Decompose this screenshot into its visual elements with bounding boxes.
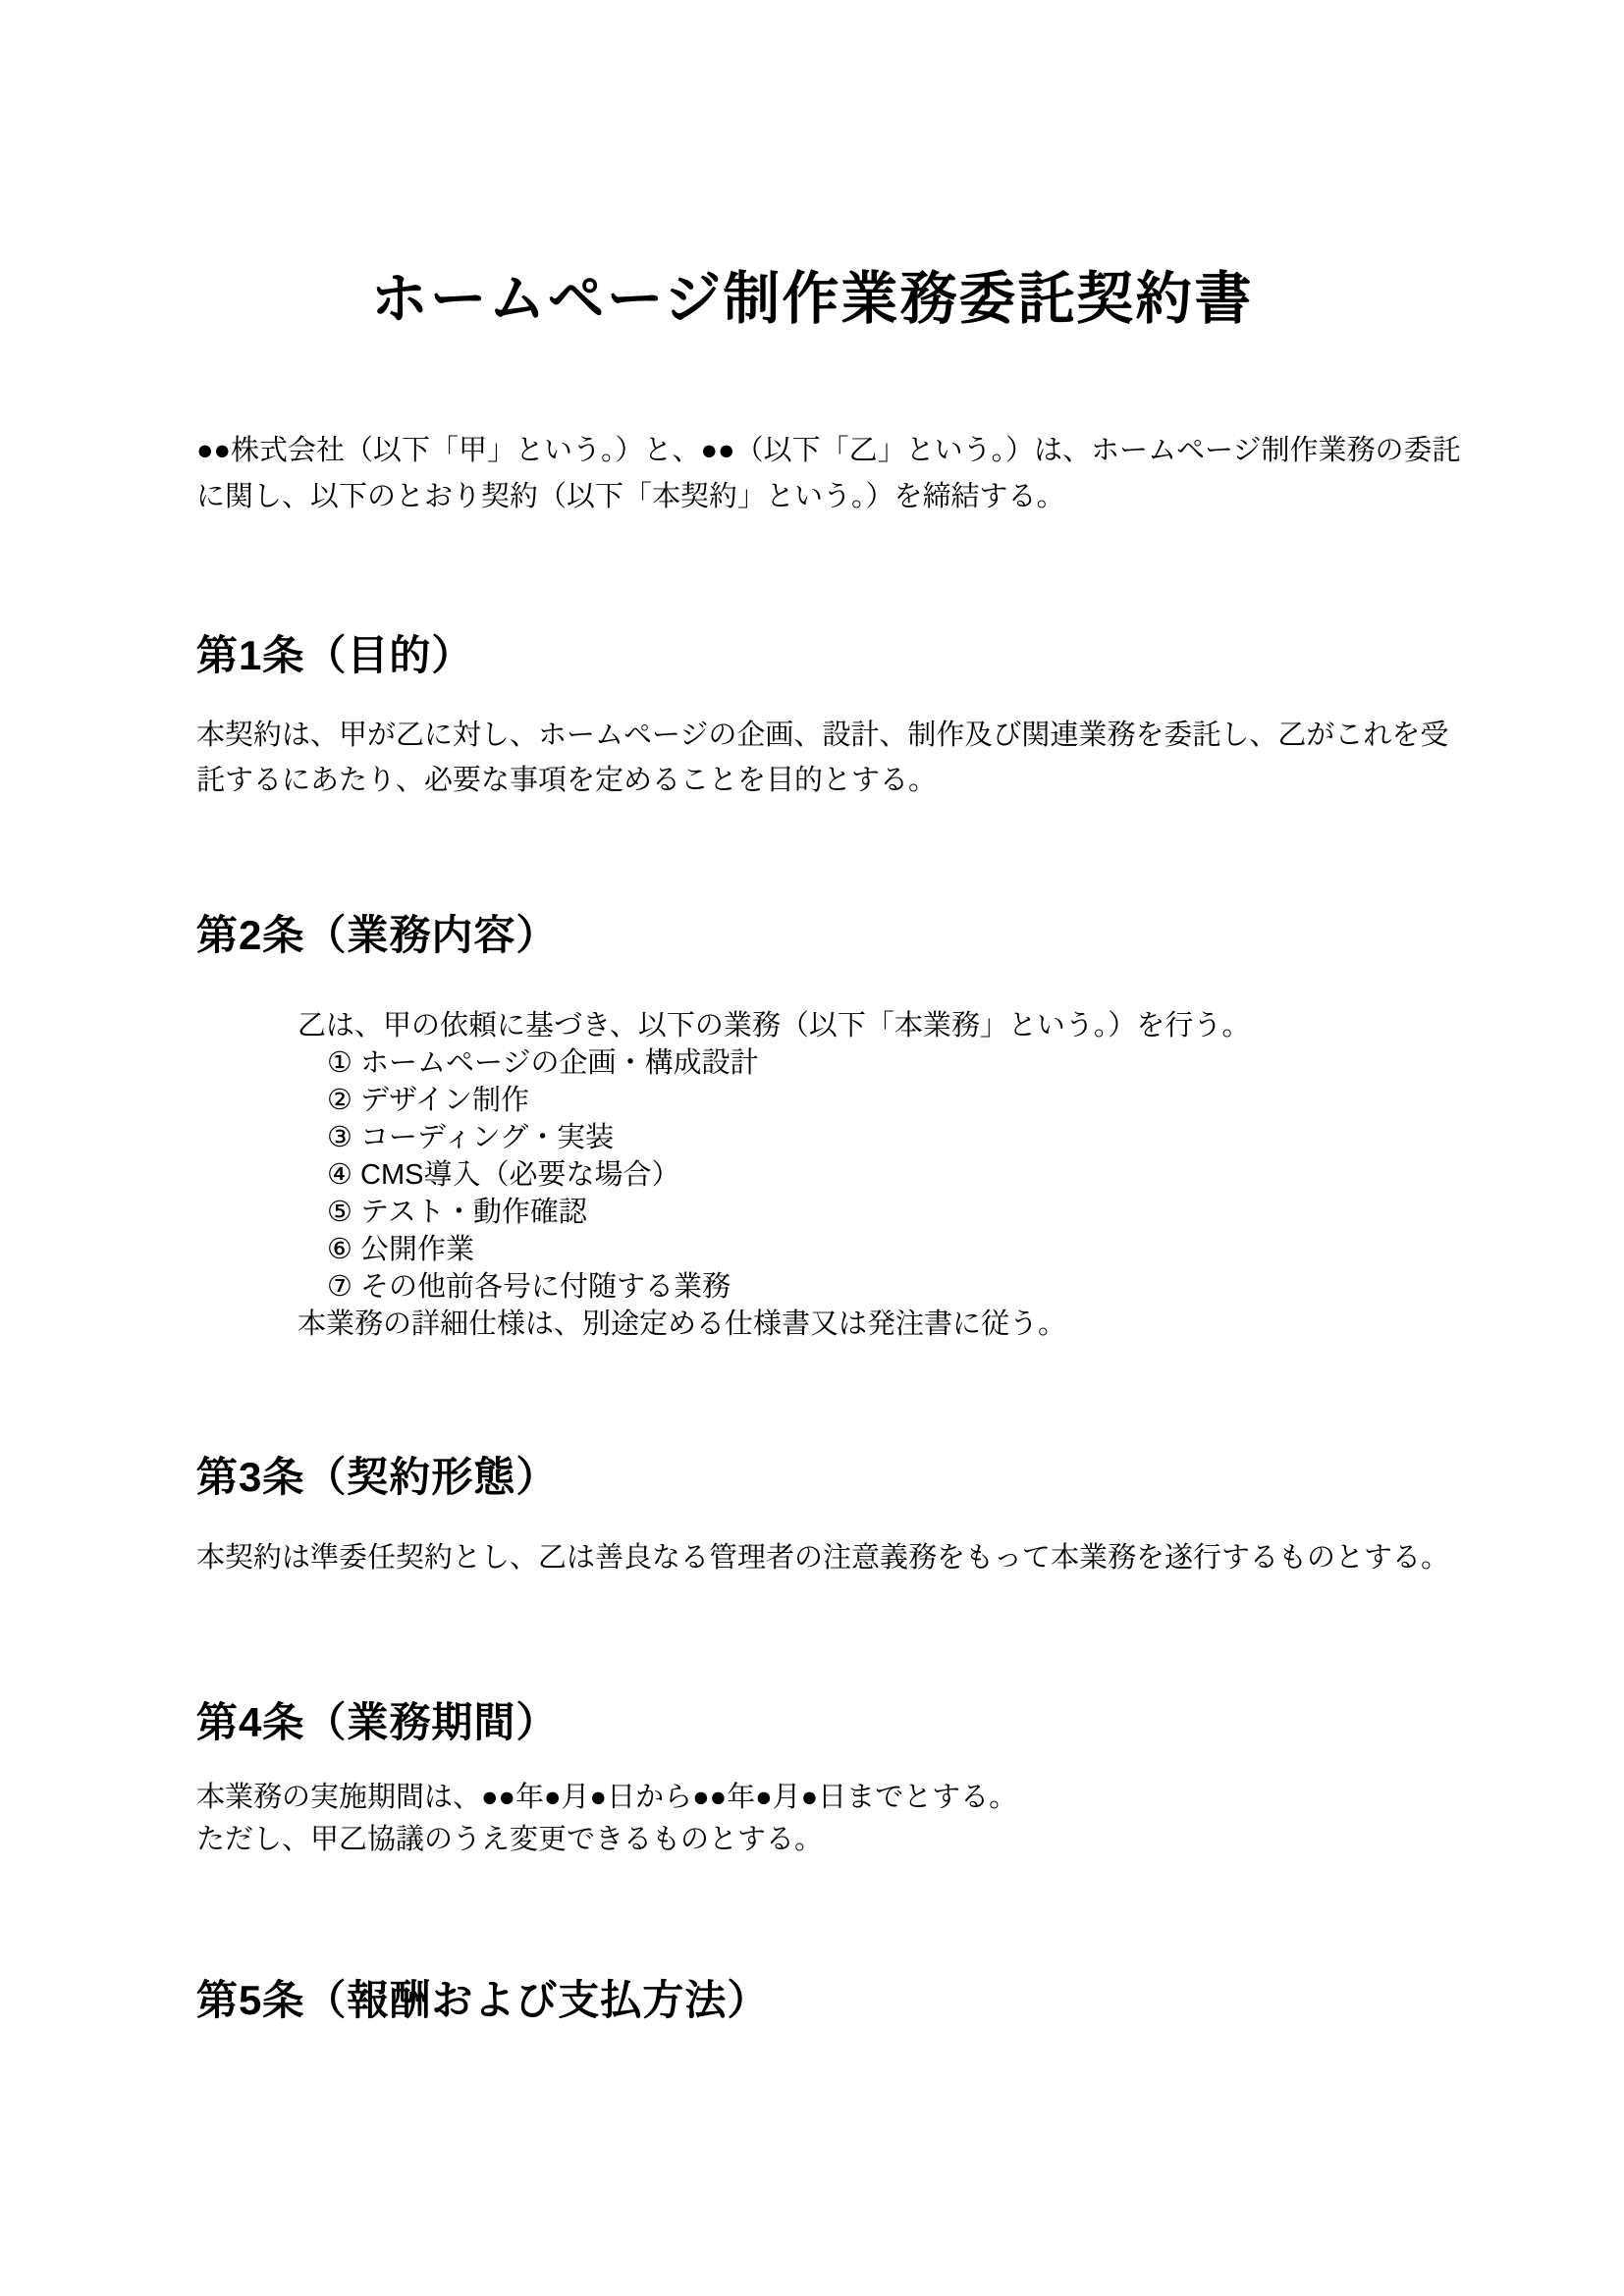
task-list-item-7: ⑦ その他前各号に付随する業務 [327,1271,731,1303]
task-list-item-5: ⑤ テスト・動作確認 [327,1197,587,1228]
article-1-heading: 第1条（目的） [196,632,474,678]
article-2-lead: 乙は、甲の依頼に基づき、以下の業務（以下「本業務」という。）を行う。 [298,1010,1251,1041]
article-4-heading: 第4条（業務期間） [196,1699,559,1745]
article-1-body: 本契約は、甲が乙に対し、ホームページの企画、設計、制作及び関連業務を委託し、乙がこれを受託するにあたり、必要な事項を定めることを目的とする。 [196,720,1449,796]
task-list-item-4: ④ CMS導入（必要な場合） [327,1159,680,1191]
article-5-heading: 第5条（報酬および支払方法） [196,1977,770,2023]
article-4-body-line-2: ただし、甲乙協議のうえ変更できるものとする。 [196,1824,824,1855]
document-title: ホームページ制作業務委託契約書 [370,267,1254,331]
article-4-body [196,1777,1465,1861]
article-2-note: 本業務の詳細仕様は、別途定める仕様書又は発注書に従う。 [298,1308,1067,1340]
task-list-item-2: ② デザイン制作 [327,1085,530,1116]
article-3-heading: 第3条（契約形態） [196,1454,559,1500]
intro-paragraph: ●●株式会社（以下「甲」という。）と、●●（以下「乙」という。）は、ホームページ制作業務の委託に関し、以下のとおり契約（以下「本契約」という。）を締結する。 [196,435,1461,512]
task-list-item-6: ⑥ 公開作業 [327,1234,475,1265]
article-4-body-line-1: 本業務の実施期間は、●●年●月●日から●●年●月●日までとする。 [196,1782,1018,1813]
article-2-task-list [327,1044,1466,1306]
article-3-body: 本契約は準委任契約とし、乙は善良なる管理者の注意義務をもって本業務を遂行するものとする。 [196,1542,1450,1574]
article-2-heading: 第2条（業務内容） [196,912,559,958]
task-list-item-3: ③ コーディング・実装 [327,1122,615,1153]
article-2-body [298,1007,1466,1343]
task-list-item-1: ① ホームページの企画・構成設計 [327,1047,759,1079]
